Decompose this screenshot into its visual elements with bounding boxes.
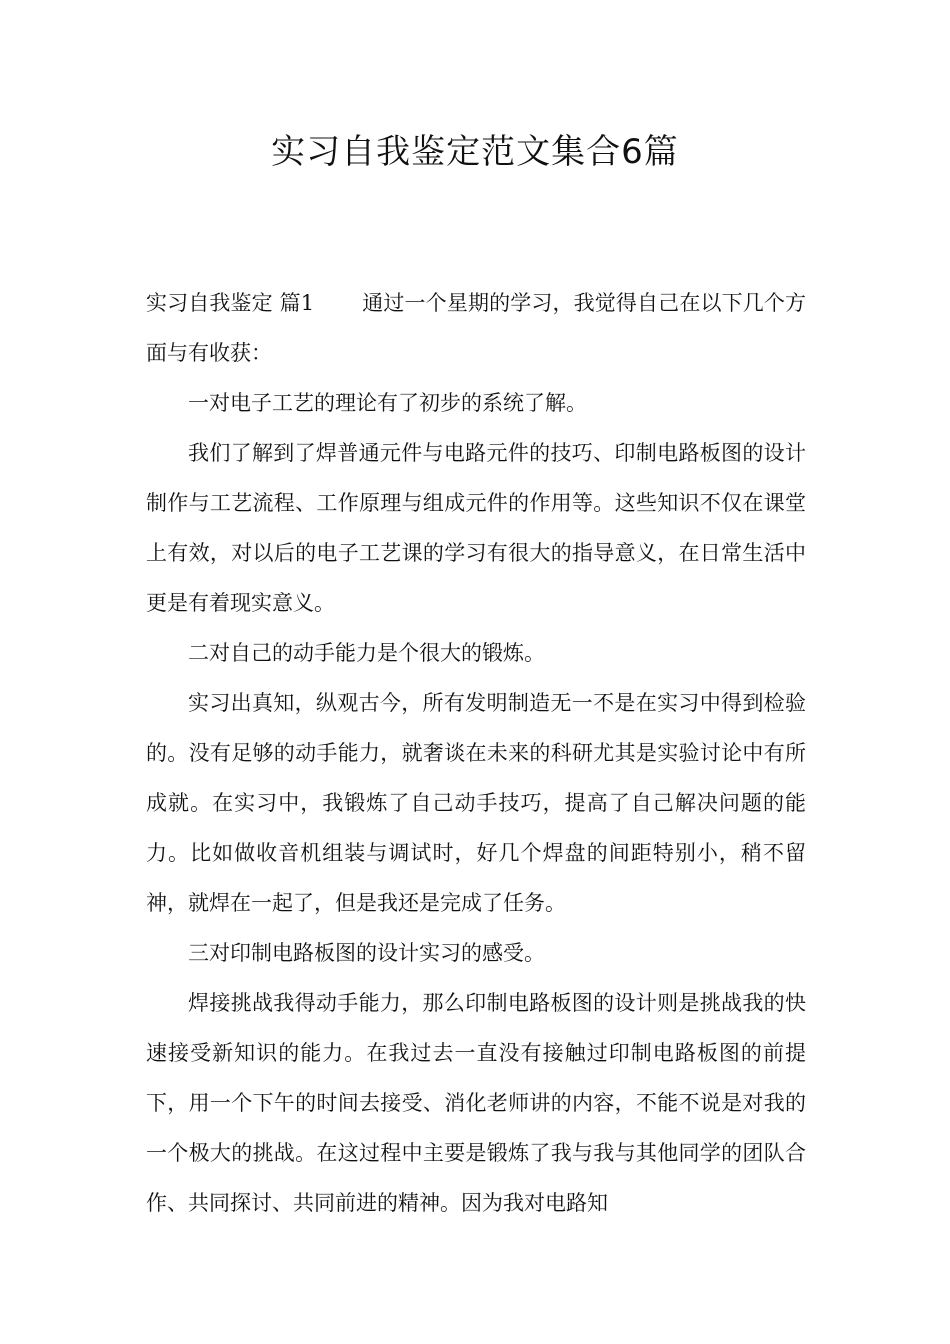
paragraph-body-2: 实习出真知，纵观古今，所有发明制造无一不是在实习中得到检验的。没有足够的动手能力，就奢谈在未来的科研尤其是实验讨论中有所成就。在实习中，我锻炼了自己动手技巧，提高了自己解决问题的能力。比如做收音机组装与调试时，好几个焊盘的间距特别小，稍不留神，就焊在一起了，但是我还是完成了任务。: [146, 691, 806, 915]
document-title: 实习自我鉴定范文集合6篇: [271, 132, 679, 172]
paragraph-body-1: 我们了解到了焊普通元件与电路元件的技巧、印制电路板图的设计制作与工艺流程、工作原理与组成元件的作用等。这些知识不仅在课堂上有效，对以后的电子工艺课的学习有很大的指导意义，在日常生活中更是有着现实意义。: [146, 441, 806, 615]
paragraph-body-3: 焊接挑战我得动手能力，那么印制电路板图的设计则是挑战我的快速接受新知识的能力。在我过去一直没有接触过印制电路板图的前提下，用一个下午的时间去接受、消化老师讲的内容，不能不说是对我的一个极大的挑战。在这过程中主要是锻炼了我与我与其他同学的团队合作、共同探讨、共同前进的精神。因为我对电路知: [146, 991, 806, 1215]
section-label: 实习自我鉴定 篇1: [146, 291, 315, 315]
document-body: [146, 278, 806, 1228]
paragraph-heading-1: 一对电子工艺的理论有了初步的系统了解。: [188, 391, 587, 415]
paragraph-text: 通过一个星期的学习，我觉得自己在以下几个方面与有收获：: [146, 291, 807, 365]
paragraph-intro: [146, 278, 806, 378]
paragraph-heading-3: 三对印制电路板图的设计实习的感受。: [188, 941, 545, 965]
paragraph-heading-2: 二对自己的动手能力是个很大的锻炼。: [188, 641, 545, 665]
